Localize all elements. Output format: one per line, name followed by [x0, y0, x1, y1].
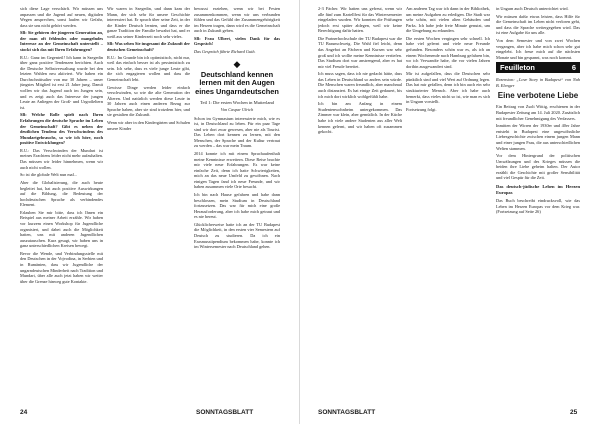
paragraph: Glücklicherweise hatte ich an der TU Budapest die Möglichkeit, in den ersten vier Semestern auf Deutsch zu studieren. Da ich ein Erasmusstipendium bekommen habe, konnte ich im Wintersemester nach Deutschland gehen. [194, 221, 280, 250]
paragraph: Am anderen Tag war ich dann in der Bibliothek, um meine Aufgaben zu erledigen. Die Stadt war sehr schön, mit vielen alten Gebäuden und Parks. Ich habe jede freie Minute genutzt, um die Umgebung zu erkunden. [406, 6, 490, 34]
paragraph: sich diese Lage verschärft. Wir müssen uns anpassen und die Jugend auf neuen, digitalen Wegen ansprechen, sonst laufen wir Gefahr, dass sie uns nicht gehört werden. [20, 6, 103, 28]
paragraph: Ich bin nach Hause gefahren und habe dann beschlossen, mein Studium in Deutschland fortzusetzen. Das war für mich eine große Herausforderung, aber ich habe mich getraut und es nie bereut. [194, 192, 280, 220]
paragraph: Das Gespräch führte Richard Guth. [194, 49, 256, 55]
diamond-ornament-icon: ◆ [233, 58, 241, 69]
paragraph: Wenn wir aber in den Kindergärten und Schulen unsere Kinder [107, 120, 190, 131]
article-body [194, 116, 280, 250]
brand-footer-left: SONNTAGSBLATT [196, 409, 254, 416]
right-column-1 [318, 6, 402, 403]
paragraph: Die ersten Wochen vergingen sehr schnell. Ich habe viel gelernt und viele neue Freunde gefunden. Besonders schön war es, als ich an einem Wochenende nach Hamburg gefahren bin, wo ich Verwandte habe, die vor vielen Jahren dorthin ausgewandert sind. [406, 35, 490, 69]
paragraph: R.U.: Ganz im Gegenteil! Ich kann in Szegedin über ganz positive Tendenzen berichten. Auch die Deutsche Selbstverwaltung wurde bei den letzten Wahlen neu aktiviert. Wir haben ein Durchschnittsalter von nur 30 Jahren – unser jüngstes Mitglied ist erst 21 Jahre jung. Damit wollen wir das Jugend auch im Jungen sein, und es zeigt auch das Interesse der jungen Leute an Anliegen der Groß- und Urgroßeltern ist. [20, 54, 103, 110]
feuilleton-number: 6 [571, 63, 576, 73]
paragraph: bewusst erziehen, wenn wir bei Festen zusammenkommen, wenn wir uns verbunden fühlen und das Gefühl der Zusammengehörigkeit im Herzen tragen, dann wird es die Gemeinschaft auch in Zukunft geben. [194, 6, 280, 34]
left-column-1 [20, 6, 103, 403]
paragraph: Inmitten der Wirren der 1930er und 40er Jahre entsteht in Budapest eine ungewöhnliche Liebesgeschichte zwischen einem jungen Mann und einer jungen Frau, die aus unterschiedlichen Welten stammen. [496, 123, 580, 151]
article-headline: Deutschland kennen lernen mit den Augen eines Ungarndeutschen [195, 69, 279, 96]
paragraph: Ein Beitrag von Zsolt Wittig, erschienen in der Budapester Zeitung am 14. Juli 2020. Zusätzlich mit freundlicher Genehmigung des Verfassers. [496, 104, 580, 121]
page-number-right: 25 [570, 409, 578, 416]
left-column-2 [107, 6, 190, 403]
paragraph: Die Partnerhochschule der TU Budapest war die TU Braunschweig. Die Wahl fiel leicht, denn das Angebot an Fächern und Kursen war sehr groß und ich wollte meine Kenntnisse vertiefen. Das Studium dort war anstrengend, aber es hat mir viel Freude bereitet. [318, 35, 402, 69]
right-column-3 [496, 6, 580, 403]
paragraph: Schon im Gymnasium interessierte mich, wie es ist, in Deutschland zu leben. Für ein paar Tage sind wir dort zwar gewesen, aber nie als Tourist. Das Leben dort kennen zu lernen, mit den Menschen, der Sprache und der Kultur vertraut zu werden – das war mein Traum. [194, 115, 280, 149]
page-number-left: 24 [20, 409, 28, 416]
paragraph: Erlauben Sie mir bitte, dass ich Ihnen ein Beispiel aus meiner Arbeit erzähle. Wir haben vor kurzem einen Workshop für Jugendliche organisiert, und dabei auch die Möglichkeit hatten, uns mit anderen Jugendlichen auszutauschen. Kurz gesagt, wir haben uns in ganz unterschiedlichen Kreisen bewegt. [20, 209, 103, 249]
paragraph: SB: Was sehen Sie insgesamt die Zukunft der deutschen Gemeinschaft? [107, 41, 190, 53]
right-page [300, 0, 600, 424]
paragraph: SB: Sie gehören der jüngeren Generation an, der man oft fehlendes oder mangelndes Interesse an der Gemeinschaft unterstellt – stockt sich das mit Ihren Erfahrungen? [20, 30, 103, 53]
paragraph: SB: Frau Ulbert, vielen Dank für das Gespräch! [194, 35, 280, 47]
paragraph: Ich bin am Anfang in einem Studentenwohnheim untergekommen. Das Zimmer war klein, aber gemütlich. In der Küche habe ich viele andere Studenten aus aller Welt kennen gelernt, und wir haben oft zusammen gekocht. [318, 101, 402, 135]
article-byline: Von Caspar Ulrich [220, 106, 254, 112]
paragraph: Wir waren in Szegedin, und dann kam der Mann, der sich sehr für unsere Geschichte interessiert hat. Er sprach über seine Zeit, in der die Kinder Deutsch lernten, und dass er die ganze Tradition der Familie bewahrt hat, und er weiß aus seiner Kinderzeit noch sehr vieles. [107, 6, 190, 39]
paragraph: Von dem Semester und von zwei Wochen vergangen, aber ich habe mich schon sehr gut eingelebt. Ich freue mich auf die nächsten Monate und bin gespannt, was noch kommt. [496, 38, 580, 60]
review-intertitle: Das deutsch-jüdische Leben im Herzen Europas [496, 183, 580, 195]
feuilleton-title: Feuilleton [500, 63, 535, 73]
paragraph: 2014 konnte ich mit einem Sprachaufenthalt meine Kenntnisse erweitern. Diese Reise brachte mir viele neue Erfahrungen. Es war keine einfache Zeit, denn ich hatte Schwierigkeiten, mich an das neue Umfeld zu gewöhnen. Nach einigen Tagen fand ich neue Freunde, und wir haben zusammen viele Orte besucht. [194, 151, 280, 190]
brand-footer-right: SONNTAGSBLATT [318, 409, 376, 416]
paragraph: Wir müssen dafür etwas leisten, dass Hilfe für die Gemeinschaft im Leben nicht verloren geht, und dass die Sprache weitergegeben wird. Das ist eine Aufgabe für uns alle. [496, 13, 580, 36]
paragraph: Fortsetzung folgt. [406, 106, 437, 112]
paragraph: SB: Welche Rolle spielt nach Ihren Erfahrungen die deutsche Sprache im Leben der Gemeinschaft? Gibt es neben der deutlichen Tendenz des Verschwindens des Mundartgebrauchs, so wie ich höre, noch positive Entwicklungen? [20, 112, 103, 146]
review-body [496, 104, 580, 180]
paragraph: Mir ist aufgefallen, dass die Deutschen sehr pünktlich sind und viel Wert auf Ordnung legen. Das hat mir gefallen, denn ich bin auch ein sehr strukturierter Mensch. Aber ich habe auch bemerkt, dass vieles nicht so ist, wie man es sich in Ungarn vorstellt. [406, 71, 490, 105]
review-closing: Das Buch beschreibt eindrucksvoll, wie das Leben im Herzen Europas vor dem Krieg war. (Fortsetzung auf Seite 26) [496, 197, 580, 215]
review-label: Rezension: „Love Story in Budapest“ von Nah B. Elenger [496, 77, 580, 88]
paragraph: R.U.: Im Grunde bin ich optimistisch, nicht nur, weil das einfach besser ist als pessimistisch zu sein. Ich sehe, dass es viele junge Leute gibt, die sich engagieren wollen und dass die Gemeinschaft lebt. [107, 54, 190, 82]
paragraph: Ich muss sagen, dass ich nie gedacht hätte, dass das Leben in Deutschland so anders sein würde. Die Menschen waren freundlich, aber manchmal auch distanziert. Es hat einige Zeit gedauert, bis ich mich dort wirklich wohlgefühlt habe. [318, 71, 402, 99]
paragraph: Gewisse Dinge werden leider einfach verschwinden, so wie die alte Generation der Älteren. Und natürlich werden diese Leute in 30 Jahren auch einen anderen Bezug zur Sprache haben, aber sie sind trotzdem hier, und sie gestalten die Zukunft. [107, 84, 190, 118]
paragraph: Vor dem Hintergrund der politischen Umwälzungen und des Krieges müssen die beiden ihre Liebe geheim halten. Der Autor erzählt die Geschichte mit großer Sensibilität und viel Gespür für die Zeit. [496, 153, 580, 181]
paragraph: Bevor die Wende, und Verbindungsstelle mit den Deutschen in der Vojvodina, in Serbien und in Rumänien, dass wir Jugendliche der ungarndeutschen Minderheit nach Tradition und Mundart, über alle auch jetzt haben wir weiter über die Grenze hinweg gute Kontakte. [20, 250, 103, 284]
feuilleton-banner [496, 62, 580, 73]
paragraph: Aber die Globalisierung, die auch heute begleitet hat, hat auch positive Auswirkungen auf die Bildung, die Bedeutung der hochdeutschen Sprache als verbindendes Element. [20, 179, 103, 208]
right-column-2 [406, 6, 490, 403]
review-headline: Eine verbotene Liebe [497, 91, 579, 101]
paragraph: in Ungarn auch Deutsch unterrichtet wird. [496, 6, 569, 11]
left-column-3 [194, 6, 280, 403]
paragraph: So ist die globale Welt nun mal... [20, 172, 77, 178]
paragraph: R.U.: Das Verschwinden der Mundart ist meines Erachtens leider nicht mehr aufzuhalten. Das müssen wir leider hinnehmen, wenn wir auch nicht wollen. [20, 147, 103, 170]
article-header [194, 59, 280, 113]
article-subhead: Teil 1: Die ersten Wochen in Mutterland [200, 99, 274, 105]
paragraph: 2-3 Fächer. Wir hatten uns gefreut, wenn wir alle fünf zum Kartellfest für das Wintersemester eingeladen wurden. Wir konnten die Prüfungen jedoch erst später ablegen, weil wir keine Berechtigung dafür hatten. [318, 6, 402, 34]
